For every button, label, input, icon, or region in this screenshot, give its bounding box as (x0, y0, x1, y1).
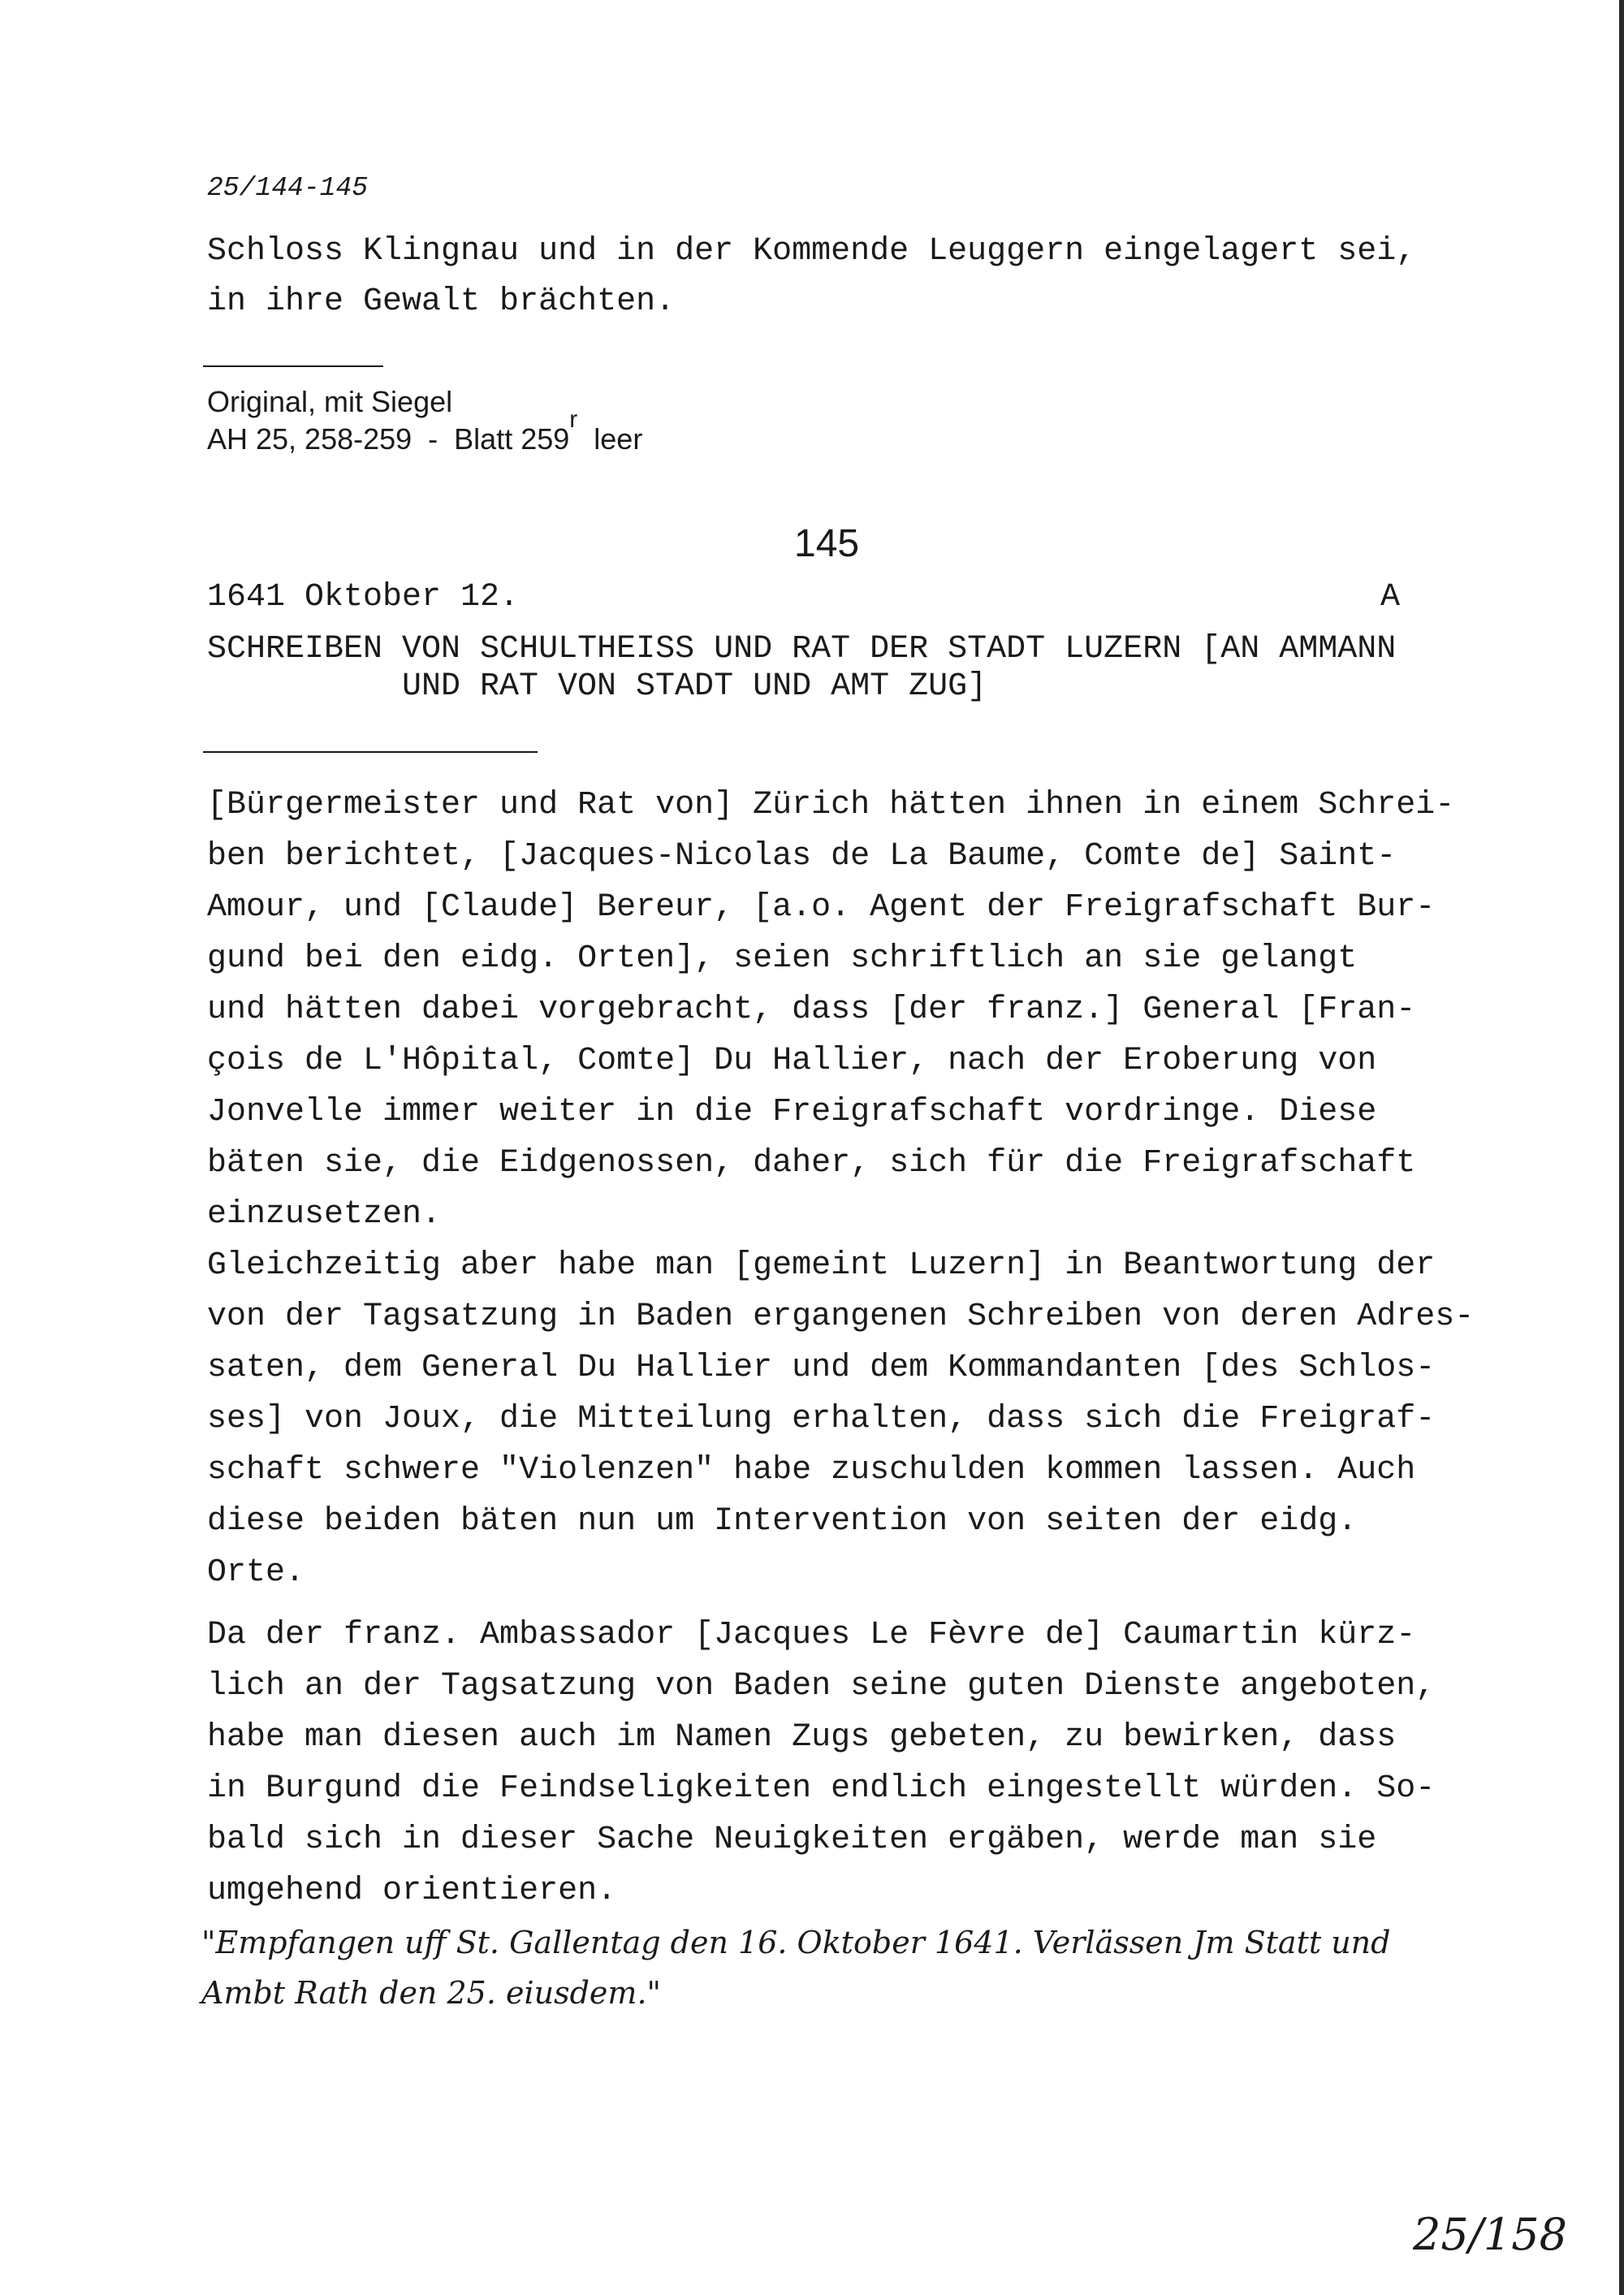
body-line: [Bürgermeister und Rat von] Zürich hätten ihnen in einem Schrei- (207, 787, 1455, 823)
body-line: einzusetzen. (207, 1196, 442, 1233)
body-line: Jonvelle immer weiter in die Freigrafschaft vordringe. Diese (207, 1094, 1377, 1130)
body-line: Gleichzeitig aber habe man [gemeint Luzern] in Beantwortung der (207, 1247, 1436, 1284)
source-note-line2: AH 25, 258-259 - Blatt 259 r leer (207, 406, 643, 456)
continuation-line: in ihre Gewalt brächten. (207, 283, 676, 320)
archival-quote-line: "Empfangen uff St. Gallentag den 16. Oktober 1641. Verlässen Jm Statt und (201, 1925, 1391, 1960)
body-line: umgehend orientieren. (207, 1873, 617, 1909)
body-line: habe man diesen auch im Namen Zugs gebeten, zu bewirken, dass (207, 1719, 1397, 1756)
body-line: diese beiden bäten nun um Intervention von seiten der eidg. (207, 1503, 1358, 1540)
handwritten-page-mark: 25/158 (1413, 2209, 1567, 2260)
body-line: lich an der Tagsatzung von Baden seine guten Dienste angeboten, (207, 1668, 1436, 1705)
source-note-line1: Original, mit Siegel (207, 385, 453, 418)
body-line: Amour, und [Claude] Bereur, [a.o. Agent der Freigrafschaft Bur- (207, 889, 1436, 926)
document-title-line: SCHREIBEN VON SCHULTHEISS UND RAT DER STADT LUZERN [AN AMMANN (207, 631, 1397, 668)
body-line: saten, dem General Du Hallier und dem Kommandanten [des Schlos- (207, 1350, 1436, 1386)
body-line: ben berichtet, [Jacques-Nicolas de La Baume, Comte de] Saint- (207, 838, 1397, 875)
body-line: und hätten dabei vorgebracht, dass [der franz.] General [Fran- (207, 992, 1416, 1028)
body-line: ses] von Joux, die Mitteilung erhalten, dass sich die Freigraf- (207, 1401, 1436, 1437)
body-line: Da der franz. Ambassador [Jacques Le Fèvre de] Caumartin kürz- (207, 1617, 1416, 1653)
continuation-line: Schloss Klingnau und in der Kommende Leuggern eingelagert sei, (207, 233, 1416, 270)
header-reference: 25/144-145 (207, 173, 369, 203)
body-line: von der Tagsatzung in Baden ergangenen Schreiben von deren Adres- (207, 1299, 1475, 1335)
document-title-line: UND RAT VON STADT UND AMT ZUG] (402, 668, 987, 705)
superscript-recto: r (569, 406, 578, 433)
body-line: in Burgund die Feindseligkeiten endlich eingestellt würden. So- (207, 1770, 1436, 1807)
body-line: gund bei den eidg. Orten], seien schriftlich an sie gelangt (207, 940, 1358, 977)
body-line: schaft schwere "Violenzen" habe zuschulden kommen lassen. Auch (207, 1452, 1416, 1489)
separator-rule (203, 751, 538, 753)
body-line: çois de L'Hôpital, Comte] Du Hallier, nach der Eroberung von (207, 1043, 1377, 1079)
document-marker: A (1380, 579, 1401, 616)
body-line: Orte. (207, 1554, 305, 1591)
document-date: 1641 Oktober 12. (207, 579, 520, 616)
body-line: bald sich in dieser Sache Neuigkeiten ergäben, werde man sie (207, 1822, 1377, 1858)
page-edge (1619, 0, 1624, 2295)
body-line: bäten sie, die Eidgenossen, daher, sich für die Freigrafschaft (207, 1145, 1416, 1182)
archival-quote-line: Ambt Rath den 25. eiusdem." (201, 1975, 662, 2011)
separator-rule (203, 365, 383, 367)
document-number: 145 (794, 522, 860, 565)
